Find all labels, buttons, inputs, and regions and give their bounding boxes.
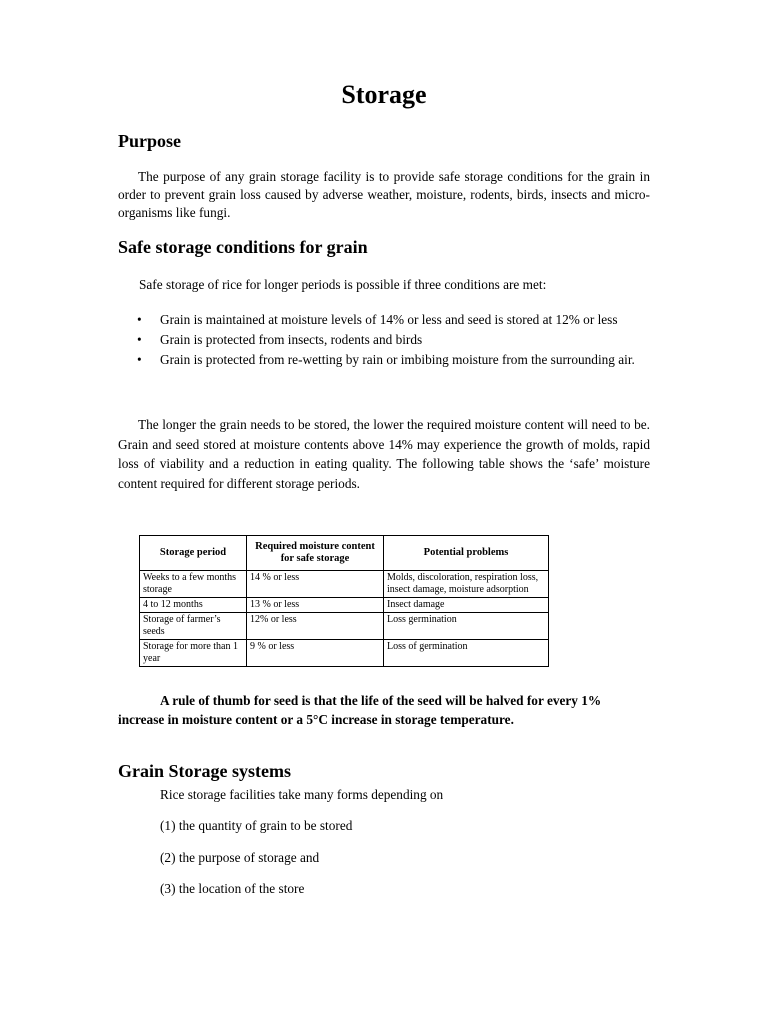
- bullet-icon: •: [137, 352, 142, 367]
- condition-item: • Grain is protected from re-wetting by rain or imbibing moisture from the surrounding air.: [137, 352, 635, 367]
- conditions-list: [137, 311, 651, 371]
- storage-factor-item: (1) the quantity of grain to be stored: [160, 818, 353, 833]
- table-header-row: [140, 536, 549, 571]
- column-header-potential-problems: Potential problems: [384, 536, 549, 571]
- column-header-storage-period: Storage period: [140, 536, 247, 571]
- table-cell: Molds, discoloration, respiration loss, insect damage, moisture adsorption: [384, 571, 549, 598]
- bullet-icon: •: [137, 312, 142, 327]
- table-cell: 12% or less: [247, 613, 384, 640]
- table-cell: Loss germination: [384, 613, 549, 640]
- table-cell: 9 % or less: [247, 640, 384, 667]
- table-row: [140, 571, 549, 598]
- safe-storage-heading: Safe storage conditions for grain: [118, 237, 368, 257]
- storage-factor-item: (2) the purpose of storage and: [160, 850, 320, 865]
- table-cell: Insect damage: [384, 598, 549, 613]
- moisture-table: [139, 535, 549, 667]
- bullet-icon: •: [137, 332, 142, 347]
- purpose-paragraph: The purpose of any grain storage facility is to provide safe storage conditions for the grain in order to prevent grain loss caused by adverse weather, moisture, rodents, birds, insects and micro-organisms like fungi.: [118, 169, 650, 220]
- table-row: [140, 640, 549, 667]
- table-cell: 4 to 12 months: [140, 598, 247, 613]
- column-header-required-moisture: Required moisture content for safe storage: [247, 536, 384, 571]
- storage-factor-item: (3) the location of the store: [160, 881, 305, 896]
- storage-systems-heading: Grain Storage systems: [118, 761, 291, 781]
- storage-systems-intro: Rice storage facilities take many forms depending on: [160, 787, 444, 802]
- table-cell: Loss of germination: [384, 640, 549, 667]
- rule-of-thumb-note: A rule of thumb for seed is that the life of the seed will be halved for every 1% increase in moisture content or a 5°C increase in storage temperature.: [118, 693, 602, 727]
- safe-storage-intro: Safe storage of rice for longer periods is possible if three conditions are met:: [139, 277, 547, 292]
- purpose-heading: Purpose: [118, 131, 181, 151]
- table-cell: Weeks to a few months storage: [140, 571, 247, 598]
- table-row: [140, 598, 549, 613]
- condition-item: • Grain is protected from insects, rodents and birds: [137, 332, 423, 347]
- table-cell: Storage of farmer’s seeds: [140, 613, 247, 640]
- moisture-paragraph: The longer the grain needs to be stored, the lower the required moisture content will need to be. Grain and seed stored at moisture contents above 14% may experience the growth of molds, rapid loss of viability and a reduction in eating quality. The following table shows the ‘safe’ moisture content required for different storage periods.: [118, 417, 650, 491]
- table-row: [140, 613, 549, 640]
- table-cell: 14 % or less: [247, 571, 384, 598]
- table-cell: 13 % or less: [247, 598, 384, 613]
- table-cell: Storage for more than 1 year: [140, 640, 247, 667]
- page-title: Storage: [341, 80, 427, 109]
- condition-item: • Grain is maintained at moisture levels of 14% or less and seed is stored at 12% or less: [137, 312, 618, 327]
